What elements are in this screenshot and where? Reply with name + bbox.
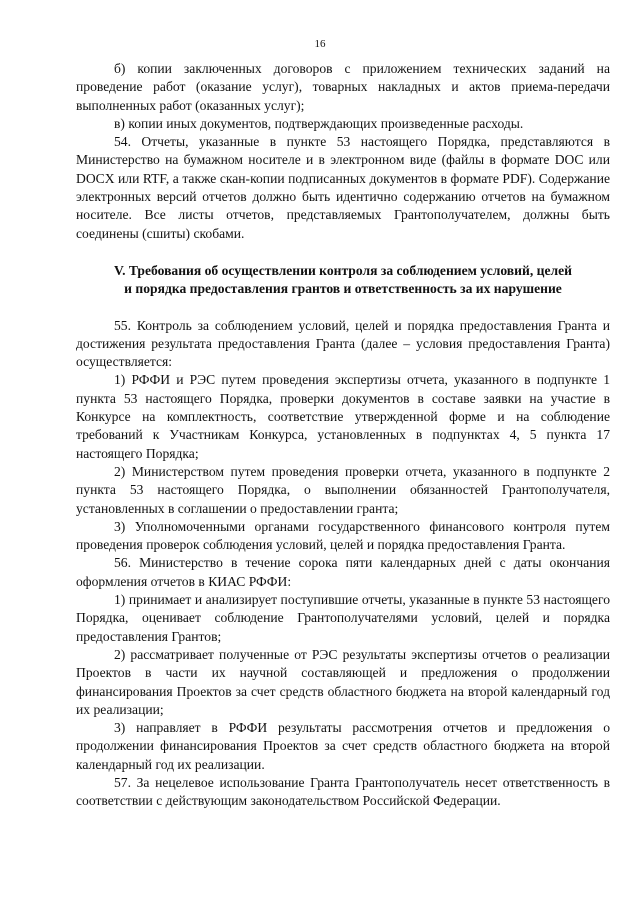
paragraph-57: 57. За нецелевое использование Гранта Грантополучатель несет ответственность в соответствии с действующим законодательством Российской Федерации. [76, 774, 610, 809]
page-number: 16 [314, 38, 326, 50]
paragraph-55-item-1: 1) РФФИ и РЭС путем проведения экспертизы отчета, указанного в подпункте 1 пункта 53 настоящего Порядка, проверки документов в составе заявки на участие в Конкурсе на комплектность, соответствие утвержденной форме и на соблюдение требований к Участникам Конкурса, установленных в подпунктах 4, 5 пункта 17 настоящего Порядка; [76, 372, 610, 461]
paragraph-item-b: б) копии заключенных договоров с приложением технических заданий на проведение работ (оказание услуг), товарных накладных и актов приема-передачи выполненных работ (оказанных услуг); [76, 61, 610, 113]
section-heading-line-1: V. Требования об осуществлении контроля за соблюдением условий, целей [114, 262, 572, 278]
paragraph-56-item-3: 3) направляет в РФФИ результаты рассмотрения отчетов и предложения о продолжении финансирования Проектов за счет средств областного бюджета на второй календарный год их реализации. [76, 720, 610, 772]
paragraph-56: 56. Министерство в течение сорока пяти календарных дней с даты окончания оформления отчетов в КИАС РФФИ: [76, 555, 610, 589]
section-heading [76, 262, 610, 299]
paragraph-55-item-3: 3) Уполномоченными органами государственного финансового контроля путем проведения проверок соблюдения условий, целей и порядка предоставления Гранта. [76, 518, 610, 553]
paragraph-56-item-2: 2) рассматривает полученные от РЭС результаты экспертизы отчетов о реализации Проектов в части их научной составляющей и предложения о продолжении финансирования Проектов за счет средств областного бюджета на второй календарный год их реализации; [76, 646, 610, 717]
paragraph-55: 55. Контроль за соблюдением условий, целей и порядка предоставления Гранта и достижения результата предоставления Гранта (далее – условия предоставления Гранта) осуществляется: [76, 317, 610, 370]
section-heading-line-2: и порядка предоставления грантов и ответственность за их нарушение [124, 281, 562, 297]
document-body [76, 60, 610, 811]
paragraph-55-item-2: 2) Министерством путем проведения проверки отчета, указанного в подпункте 2 пункта 53 настоящего Порядка, о выполнении обязанностей Грантополучателя, установленных в соглашении о предоставлении гранта; [76, 463, 610, 516]
paragraph-54: 54. Отчеты, указанные в пункте 53 настоящего Порядка, представляются в Министерство на бумажном носителе и в электронном виде (файлы в формате DOC или DOCX или RTF, а также скан-копии подписанных документов в формате PDF). Содержание электронных версий отчетов должно быть идентично содержанию отчетов на бумажном носителе. Все листы отчетов, представляемых Грантополучателем, должны быть соединены (сшиты) скобами. [76, 134, 610, 241]
paragraph-item-v: в) копии иных документов, подтверждающих произведенные расходы. [114, 115, 524, 131]
paragraph-56-item-1: 1) принимает и анализирует поступившие отчеты, указанные в пункте 53 настоящего Порядка, оценивает соблюдение Грантополучателями условий, целей и порядка предоставления Грантов; [76, 592, 610, 644]
